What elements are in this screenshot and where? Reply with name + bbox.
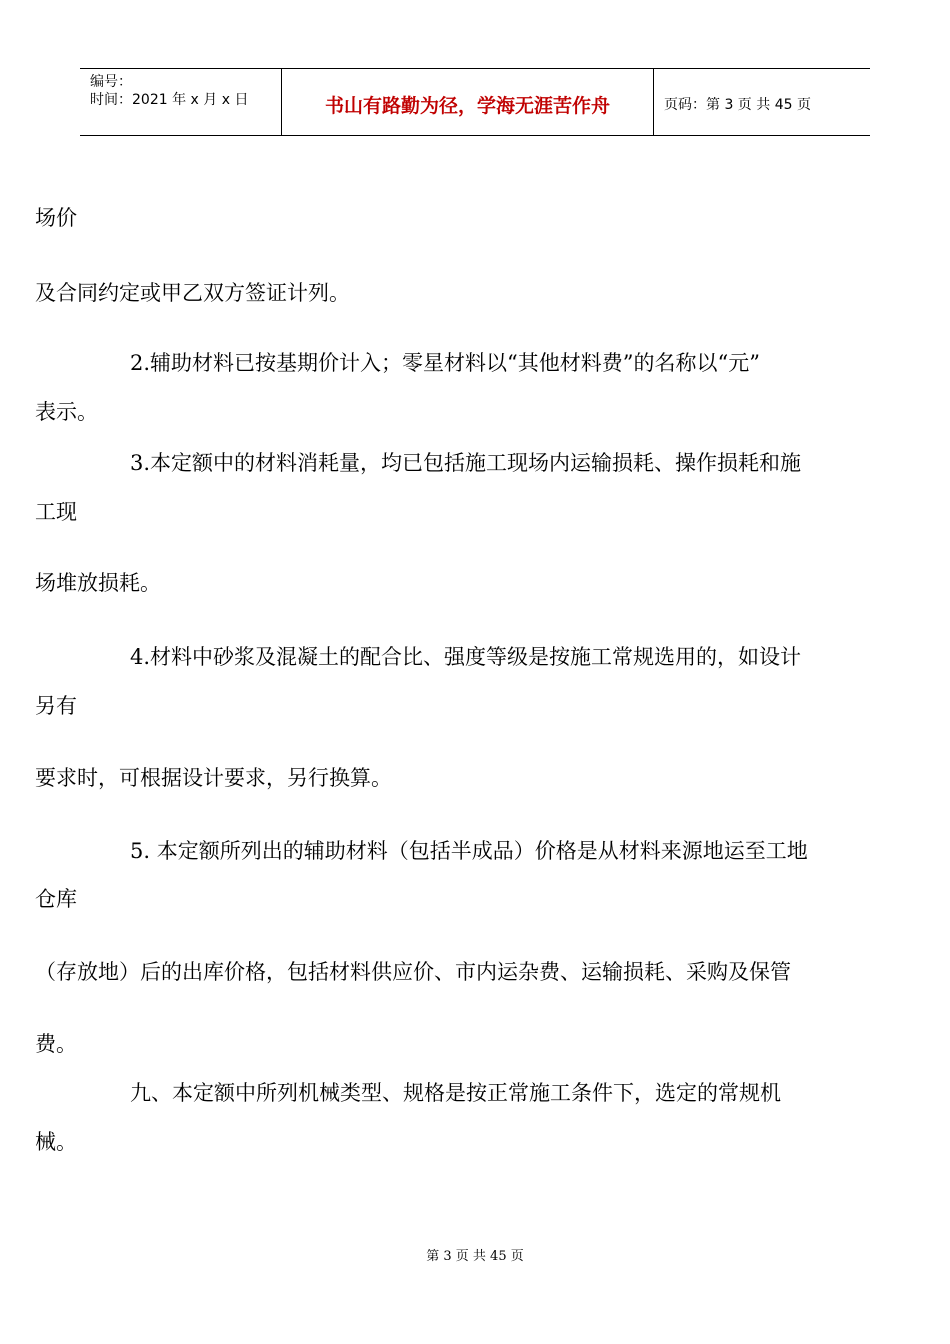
- document-time-label: 时间：2021 年 x 月 x 日: [90, 92, 249, 108]
- page-header: [80, 68, 870, 136]
- body-line: （存放地）后的出库价格，包括材料供应价、市内运杂费、运输损耗、采购及保管: [35, 960, 791, 984]
- body-line: 3.本定额中的材料消耗量，均已包括施工现场内运输损耗、操作损耗和施: [130, 451, 802, 475]
- body-line: 表示。: [35, 400, 98, 424]
- body-line: 5. 本定额所列出的辅助材料（包括半成品）价格是从材料来源地运至工地: [130, 839, 808, 863]
- body-line: 4.材料中砂浆及混凝土的配合比、强度等级是按施工常规选用的，如设计: [130, 645, 802, 669]
- body-line: 场价: [35, 206, 77, 230]
- page-footer: 第 3 页 共 45 页: [426, 1249, 524, 1264]
- header-page-number: 页码：第 3 页 共 45 页: [664, 97, 811, 113]
- body-line: 械。: [35, 1130, 77, 1154]
- body-line: 另有: [35, 694, 77, 718]
- body-line: 九、本定额中所列机械类型、规格是按正常施工条件下，选定的常规机: [130, 1081, 781, 1105]
- body-line: 2.辅助材料已按基期价计入；零星材料以“其他材料费”的名称以“元”: [130, 351, 760, 375]
- body-line: 仓库: [35, 887, 77, 911]
- body-line: 费。: [35, 1032, 77, 1056]
- document-number-label: 编号：: [90, 74, 132, 90]
- body-line: 要求时，可根据设计要求，另行换算。: [35, 766, 392, 790]
- body-line: 场堆放损耗。: [35, 571, 161, 595]
- body-line: 工现: [35, 500, 77, 524]
- header-meta: [80, 69, 282, 135]
- body-line: 及合同约定或甲乙双方签证计列。: [35, 281, 350, 305]
- header-motto: 书山有路勤为径，学海无涯苦作舟: [282, 69, 654, 135]
